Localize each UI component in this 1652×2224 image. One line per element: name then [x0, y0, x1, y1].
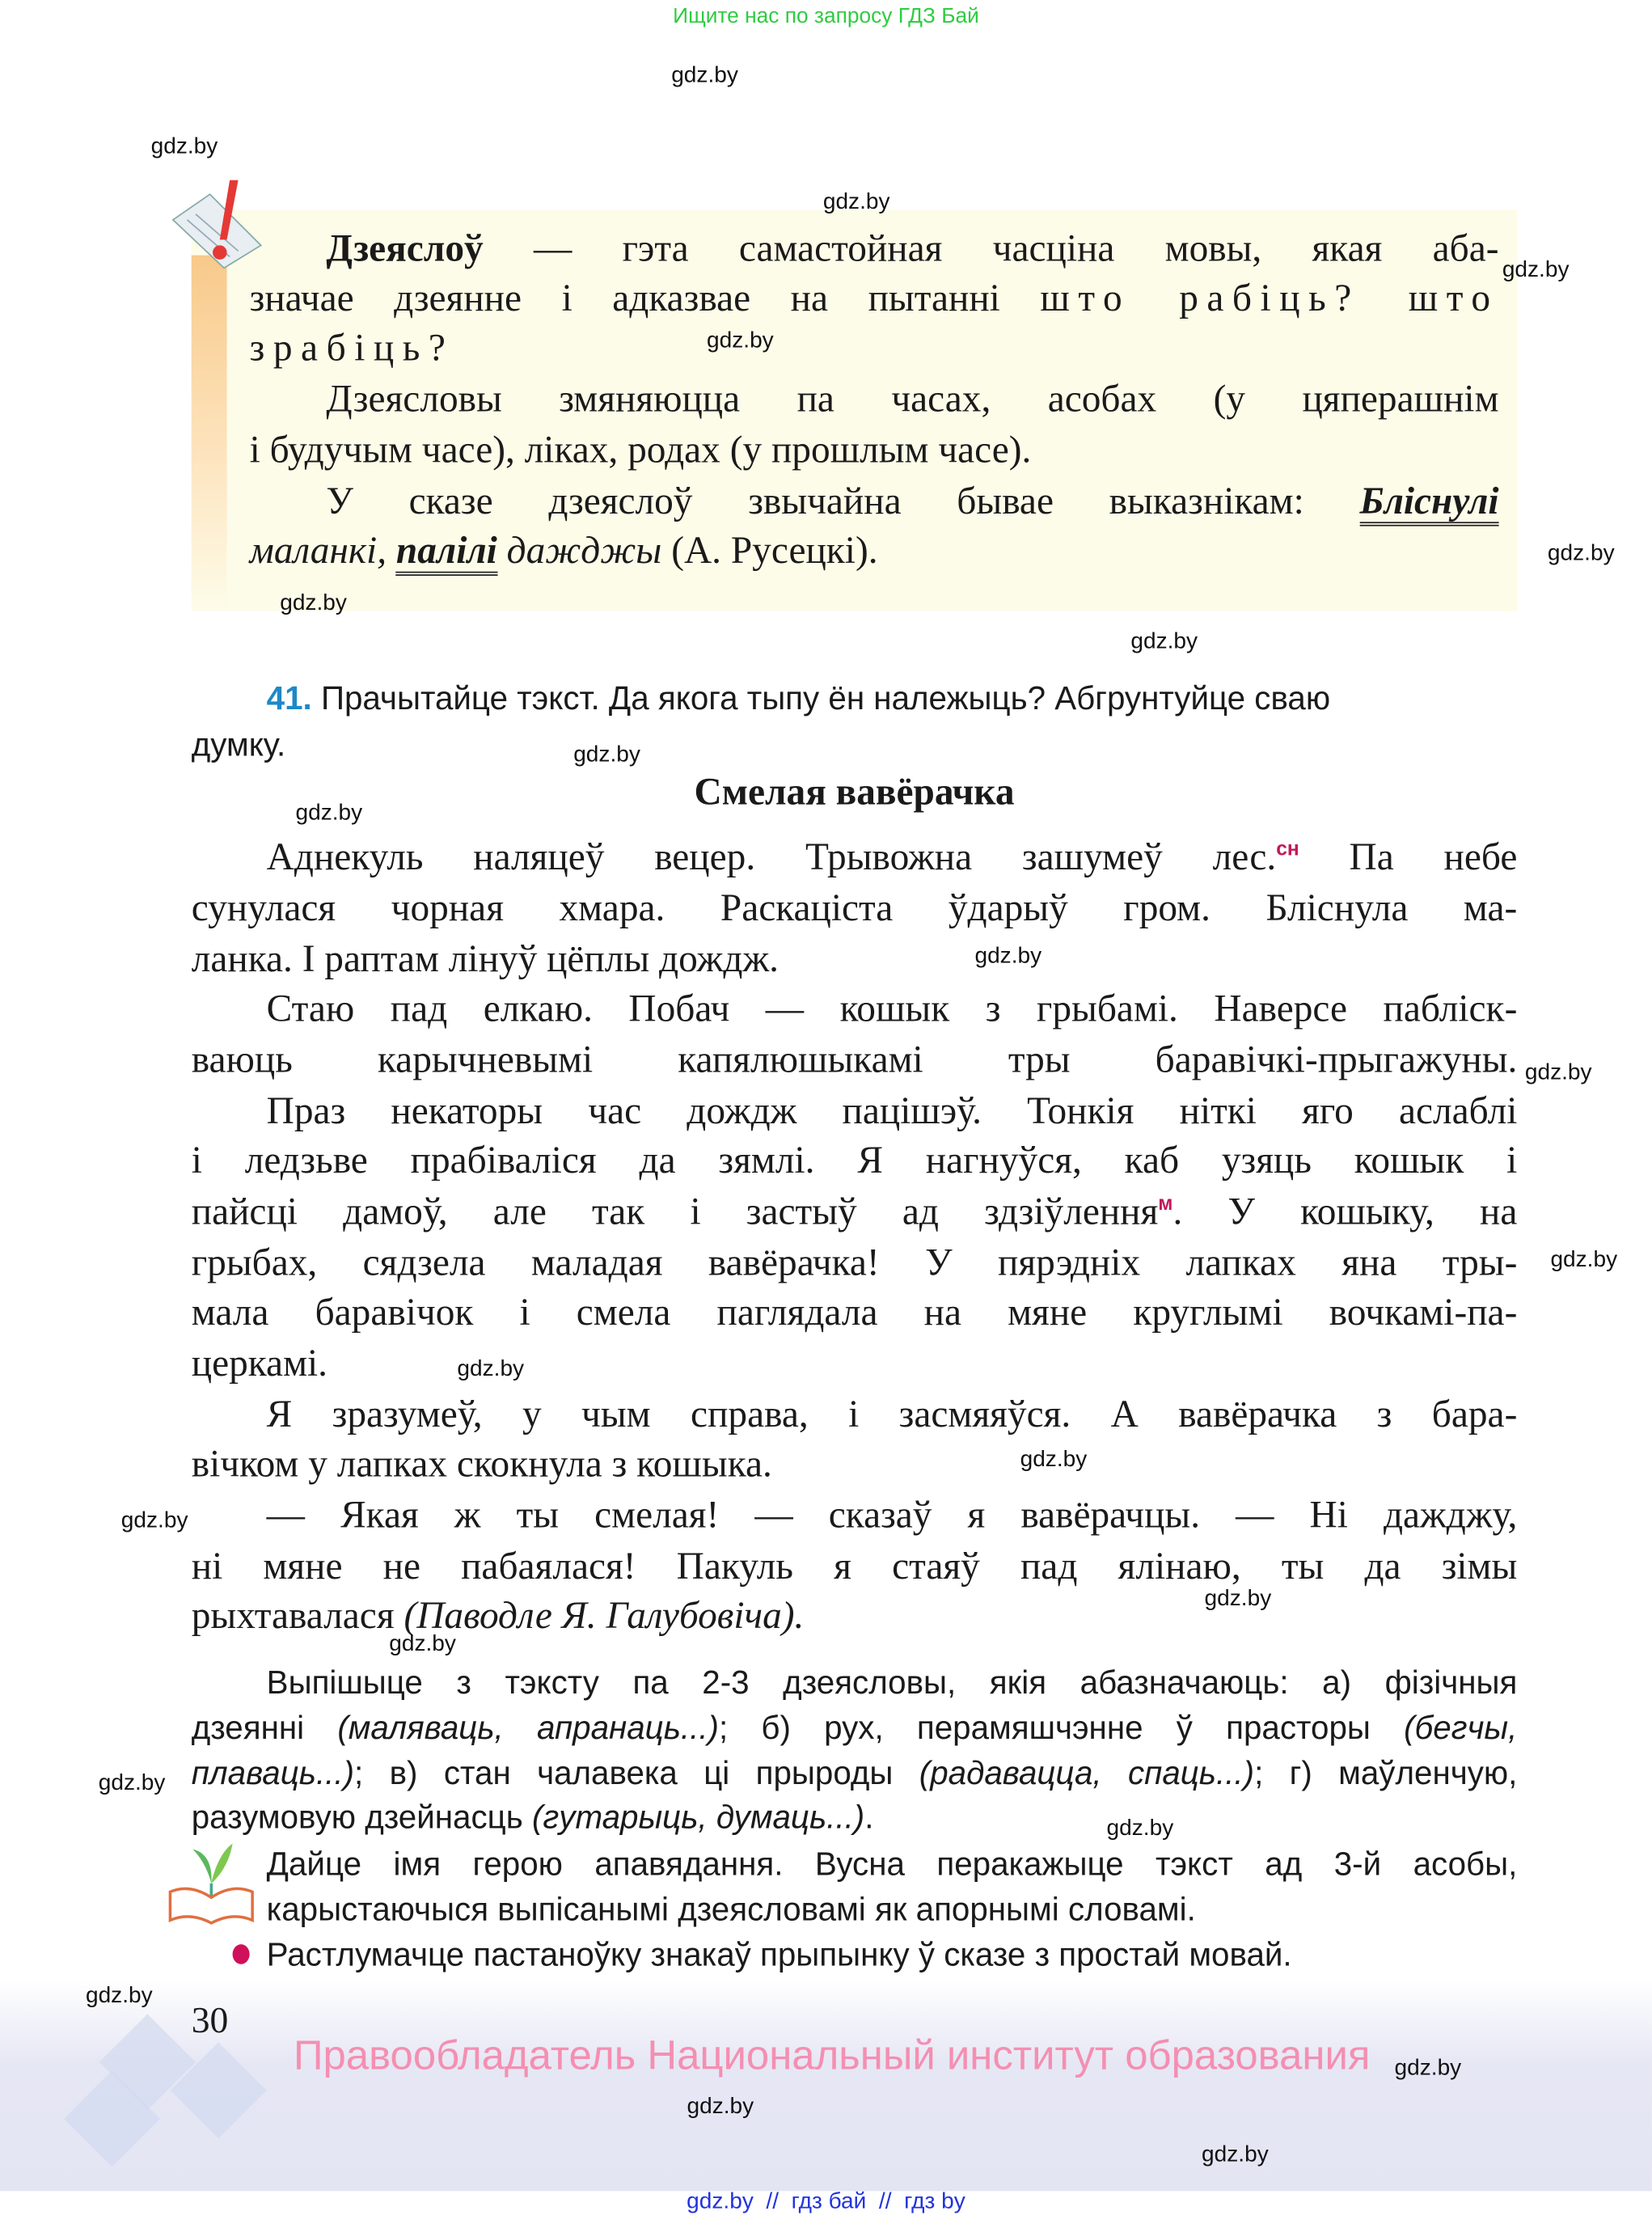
- spelling-mark: м: [1158, 1191, 1173, 1215]
- task-text: дзеянні: [191, 1709, 338, 1746]
- example-text: маланкі,: [249, 529, 396, 572]
- task-line: Дайце імя герою апавядання. Вусна перакажыце тэкст ад 3-й асобы,: [266, 1845, 1518, 1883]
- rule-box-stripe: [192, 256, 227, 611]
- story-text: Аднекуль наляцеў вецер. Трывожна зашумеў лес.: [266, 835, 1277, 878]
- watermark: gdz.by: [1550, 1248, 1618, 1272]
- story-title: Смелая вавёрачка: [694, 770, 1015, 813]
- task-text: разумовую дзейнасць: [191, 1798, 532, 1836]
- rule-line-3: зрабіць?: [249, 326, 454, 369]
- question-spaced: што рабіць?: [1040, 276, 1360, 319]
- rule-line-2: [250, 273, 1499, 323]
- task-text: ; г) маўленчую,: [1254, 1754, 1518, 1791]
- watermark: gdz.by: [150, 134, 218, 159]
- story-line: Стаю пад елкаю. Побач — кошык з грыбамі. Наверсе пабліск-: [266, 987, 1518, 1030]
- watermark: gdz.by: [120, 1508, 188, 1533]
- story-line: вічком у лапках скокнула з кошыка.: [191, 1442, 772, 1486]
- story-line: ні мяне не пабаялася! Пакуль я стаяў пад ялінаю, ты да зімы: [191, 1544, 1518, 1588]
- bullet-icon: [233, 1944, 250, 1964]
- watermark: gdz.by: [1524, 1060, 1592, 1085]
- book-sprout-icon: [164, 1841, 258, 1929]
- footer-links[interactable]: gdz.by // гдз бай // гдз by: [687, 2189, 965, 2214]
- task-text: ; б) рух, перамяшчэнне ў прасторы: [718, 1709, 1405, 1746]
- task-example: (гутарыць, думаць...): [531, 1798, 865, 1836]
- exercise-task-line-2: думку.: [191, 725, 286, 763]
- watermark: gdz.by: [457, 1357, 525, 1382]
- copyright-notice: Правообладатель Национальный институт образования: [293, 2033, 1371, 2079]
- task-line: карыстаючыся выпісанымі дзеясловамі як апорнымі словамі.: [266, 1890, 1196, 1928]
- rule-line-7: [250, 525, 878, 576]
- task-line: Растлумачце пастаноўку знакаў прыпынку ў сказе з простай мовай.: [266, 1935, 1292, 1973]
- watermark: gdz.by: [1020, 1448, 1088, 1473]
- exercise-task: [267, 675, 1330, 721]
- story-line: [192, 1590, 805, 1641]
- task-example: (радавацца, спаць...): [919, 1754, 1255, 1791]
- exercise-number: 41.: [266, 679, 312, 717]
- story-line: грыбах, сядзела маладая вавёрачка! У пярэдніх лапках яна тры-: [191, 1241, 1518, 1284]
- story-line: і ледзьве прабіваліся да зямлі. Я нагнуўся, каб узяць кошык і: [191, 1139, 1518, 1182]
- watermark: gdz.by: [687, 2095, 754, 2119]
- task-line: Выпішыце з тэксту па 2-3 дзеясловы, якія абазначаюць: а) фізічныя: [266, 1663, 1518, 1701]
- story-text: . У кошыку, на: [1172, 1190, 1518, 1233]
- rule-text: — гэта самастойная часціна мовы, якая аба-: [483, 226, 1499, 270]
- story-line: ваюць карычневымі капялюшыкамі тры баравічкі-прыгажуны.: [191, 1038, 1518, 1081]
- watermark: gdz.by: [974, 944, 1042, 969]
- dictionary-mark: сн: [1276, 836, 1299, 860]
- story-line: мала баравічок і смела паглядала на мяне круглымі вочкамі-па-: [191, 1290, 1518, 1334]
- task-example: (бегчы,: [1404, 1709, 1518, 1746]
- example-predicate: палілі: [396, 529, 497, 576]
- story-source: (Паводле Я. Галубовіча).: [403, 1594, 805, 1637]
- exclamation-note-icon: [167, 177, 267, 269]
- story-line: Я зразумеў, у чым справа, і засмяяўся. А вавёрачка з бара-: [266, 1393, 1518, 1435]
- watermark: gdz.by: [671, 63, 738, 88]
- rule-line-5: і будучым часе), ліках, родах (у прошлым часе).: [249, 428, 1032, 471]
- rule-line-4: Дзеясловы змяняюцца па часах, асобах (у цяперашнім: [326, 377, 1499, 421]
- top-banner[interactable]: Ищите нас по запросу ГДЗ Бай: [673, 4, 979, 29]
- story-line: — Якая ж ты смелая! — сказаў я вавёрачцы. — Ні дажджу,: [266, 1493, 1518, 1537]
- watermark: gdz.by: [822, 189, 890, 214]
- question-spaced: што: [1359, 276, 1499, 319]
- rule-text: значае дзеянне і адказвае на пытанні: [249, 276, 1041, 319]
- watermark: gdz.by: [1394, 2056, 1462, 2081]
- watermark: gdz.by: [1502, 258, 1570, 282]
- example-source: (А. Русецкі).: [661, 529, 878, 572]
- story-text: пайсці дамоў, але так і застыў ад здзіўлення: [191, 1190, 1159, 1233]
- rule-text: У сказе дзеяслоў звычайна бывае выказнікам:: [326, 479, 1360, 522]
- watermark: gdz.by: [1106, 1816, 1174, 1841]
- story-line: ланка. І раптам лінуў цёплы дождж.: [191, 937, 780, 980]
- rule-line-1: [326, 222, 1498, 273]
- story-line: церкамі.: [191, 1341, 328, 1385]
- story-line: сунулася чорная хмара. Раскаціста ўдарыў гром. Бліснула ма-: [191, 886, 1518, 929]
- watermark: gdz.by: [573, 742, 640, 767]
- watermark: gdz.by: [389, 1632, 456, 1657]
- page-number: 30: [191, 1999, 229, 2041]
- rule-line-6: [326, 475, 1498, 526]
- task-text: ; в) стан чалавека ці прыроды: [354, 1754, 919, 1791]
- story-line: Праз некаторы час дождж пацішэў. Тонкія ніткі яго аслаблі: [266, 1089, 1518, 1132]
- term-verb: Дзеяслоў: [326, 226, 484, 270]
- task-example: (маляваць, апранаць...): [337, 1709, 719, 1746]
- task-line: [192, 1705, 1518, 1750]
- watermark: gdz.by: [1130, 629, 1198, 654]
- watermark: gdz.by: [98, 1771, 166, 1796]
- watermark: gdz.by: [1547, 541, 1615, 566]
- example-predicate: Бліснулі: [1360, 480, 1499, 526]
- watermark: gdz.by: [280, 591, 347, 616]
- story-text: рыхтавалася: [191, 1594, 404, 1637]
- task-text: Прачытайце тэкст. Да якога тыпу ён належыць? Абгрунтуйце сваю: [311, 679, 1331, 717]
- story-line: [192, 1186, 1518, 1237]
- task-line: [192, 1750, 1518, 1795]
- example-text: дажджы: [496, 529, 662, 572]
- watermark: gdz.by: [707, 328, 774, 353]
- watermark: gdz.by: [295, 801, 363, 826]
- task-text: .: [864, 1798, 874, 1836]
- watermark: gdz.by: [1202, 2142, 1269, 2167]
- watermark: gdz.by: [85, 1984, 153, 2009]
- story-text: Па небе: [1299, 835, 1518, 878]
- task-line: [192, 1794, 874, 1839]
- watermark: gdz.by: [1204, 1587, 1272, 1612]
- story-line: [267, 831, 1518, 882]
- task-example: плаваць...): [191, 1754, 355, 1791]
